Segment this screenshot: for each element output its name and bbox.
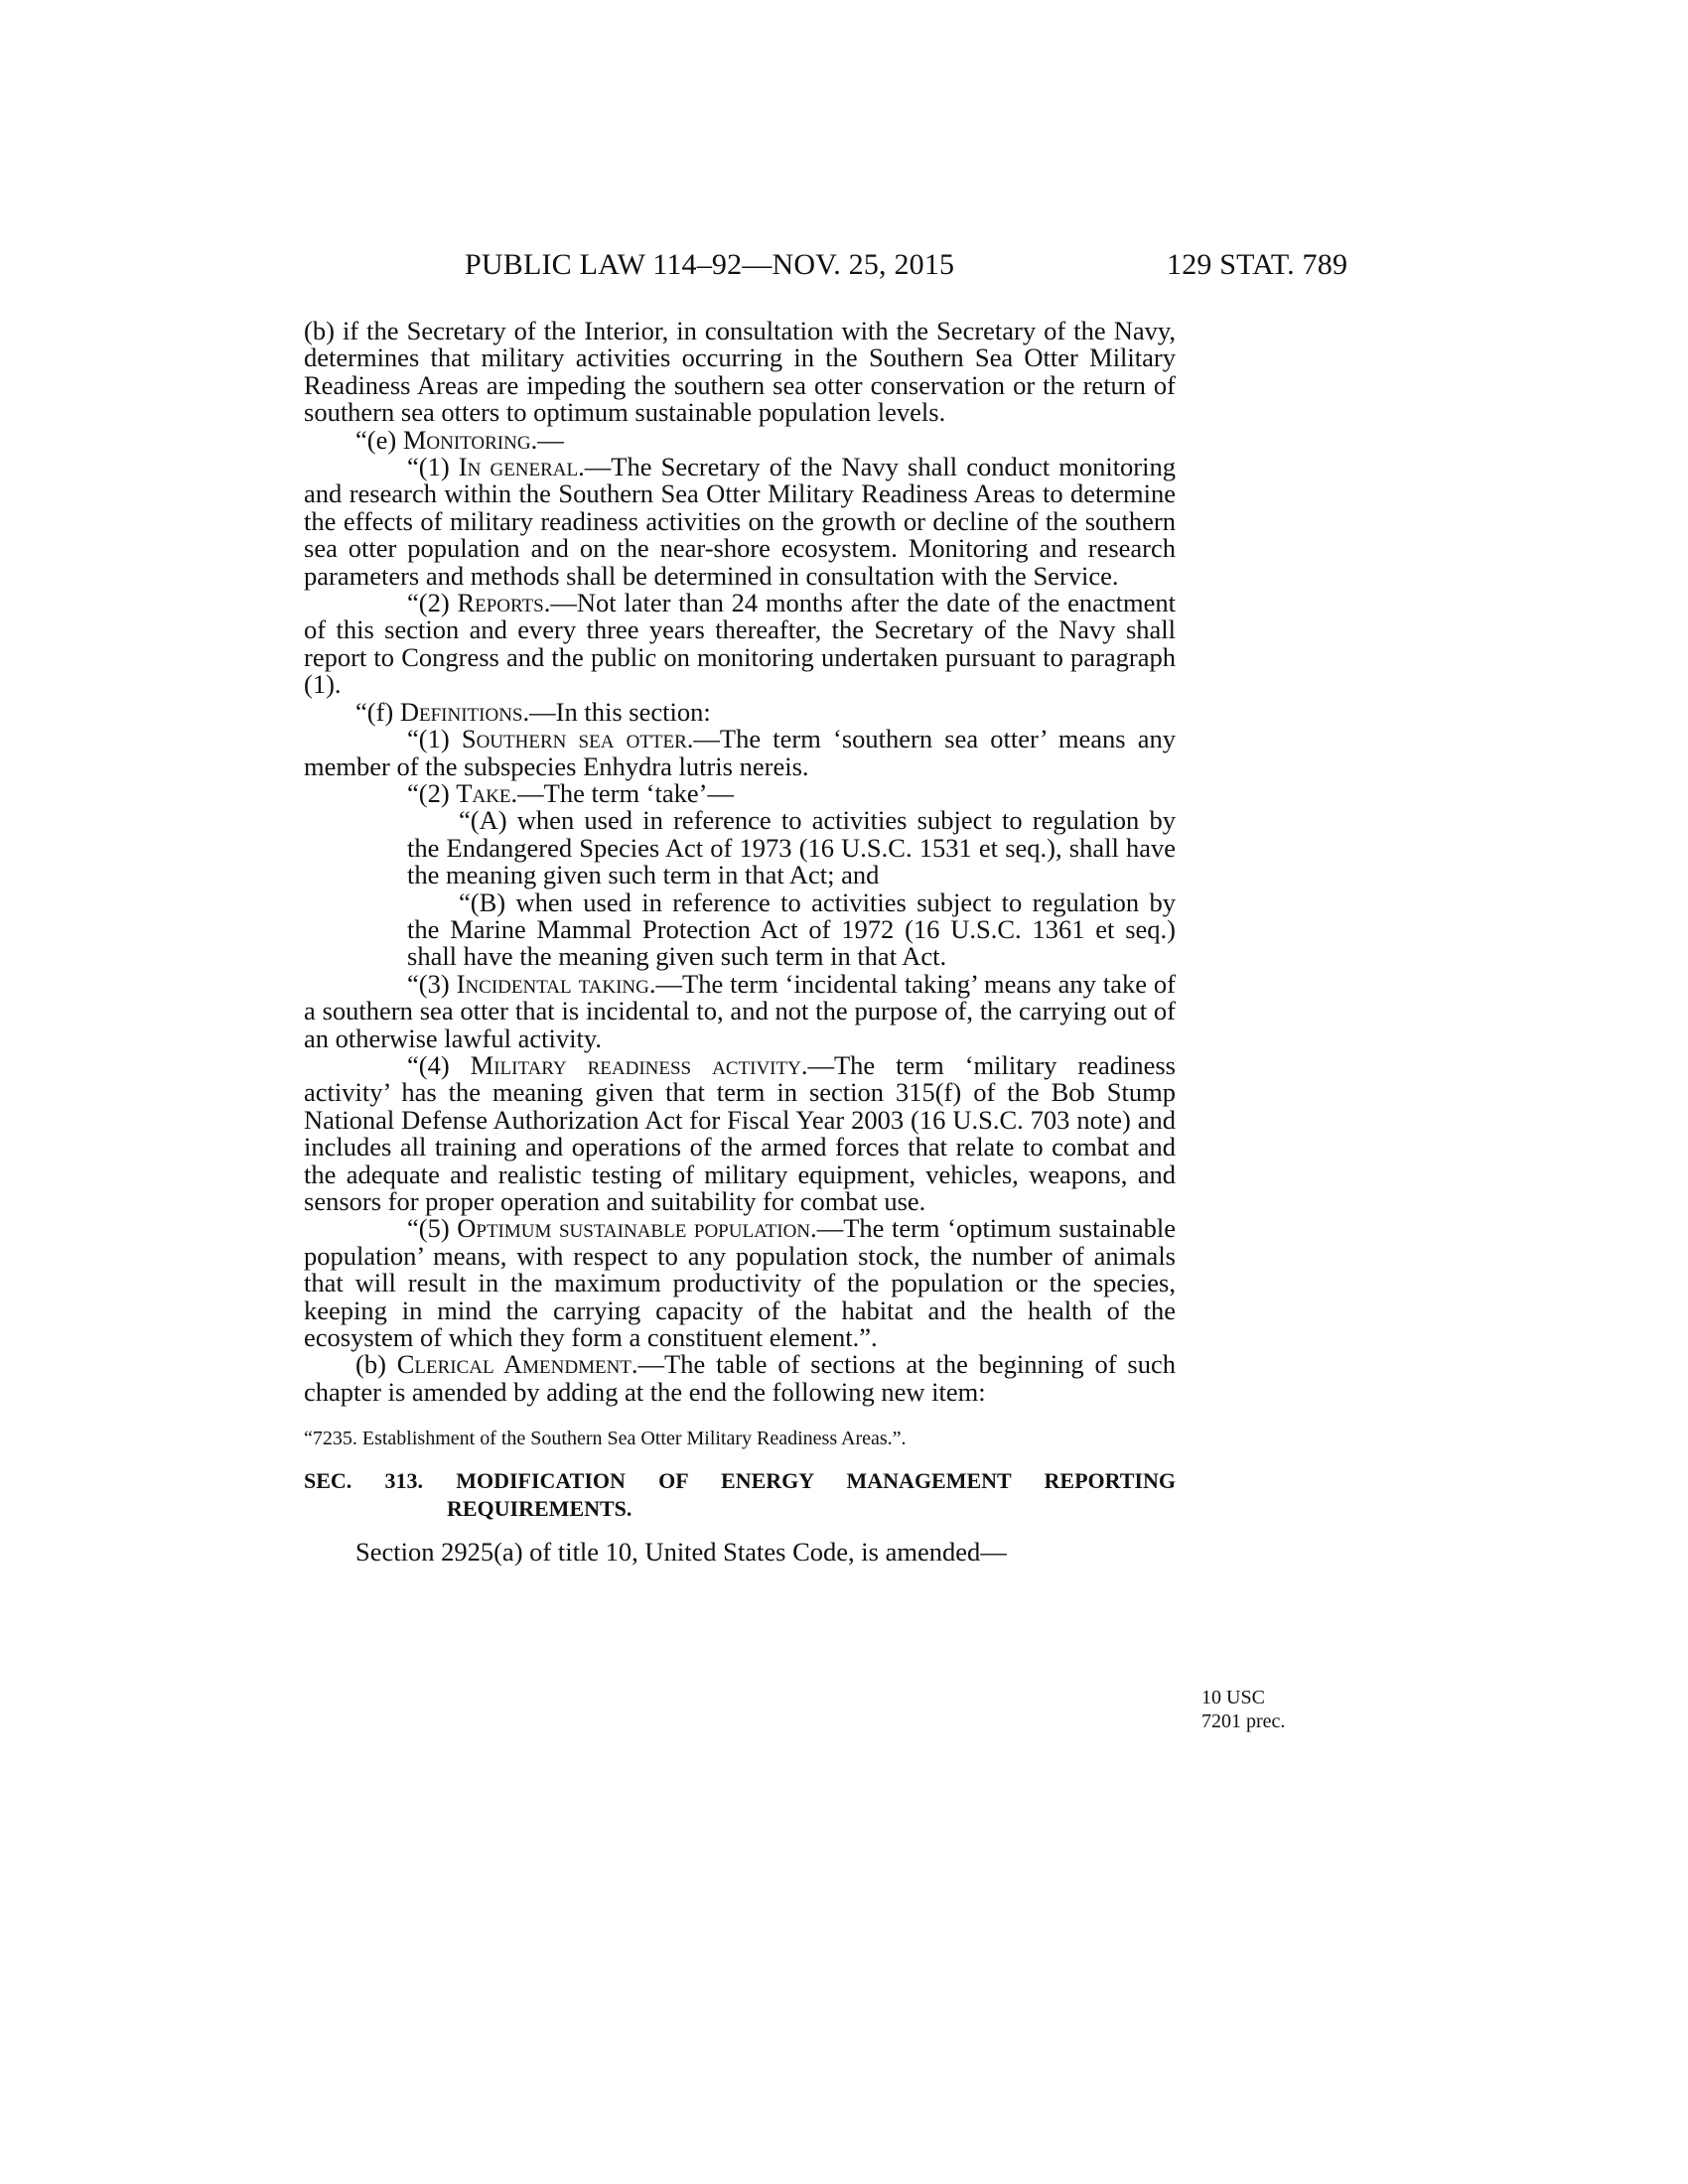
- section-313-heading: SEC. 313. MODIFICATION OF ENERGY MANAGEMENT REPORTING REQUIREMENTS.: [304, 1467, 1176, 1521]
- margin-note-line-2: 7201 prec.: [1201, 1710, 1286, 1732]
- definition-take-a: “(A) when used in reference to activities subject to regulation by the Endangered Species Act of 1973 (16 U.S.C. 1531 et seq.), shall have the meaning given such term in that Act; and: [407, 805, 1176, 890]
- definition-military-readiness-activity: “(4) Military readiness activity.—The term ‘military readiness activity’ has the meaning given that term in section 315(f) of the Bob Stump National Defense Authorization Act for Fiscal Year 2003 (16 U.S.C. 703 note) and includes all training and operations of the armed forces that relate to combat and the adequate and realistic testing of military equipment, vehicles, weapons, and sensors for proper operation and suitability for combat use.: [304, 1049, 1176, 1216]
- paragraph-e2: “(2) Reports.—Not later than 24 months after the date of the enactment of this section and every three years thereafter, the Secretary of the Navy shall report to Congress and the public on monitoring undertaken pursuant to paragraph (1).: [304, 588, 1176, 700]
- paragraph-e1: “(1) In general.—The Secretary of the Navy shall conduct monitoring and research within the Southern Sea Otter Military Readiness Areas to determine the effects of military readiness activities on the growth or decline of the southern sea otter population and on the near-shore ecosystem. Monitoring and research parameters and methods shall be determined in consultation with the Service.: [304, 452, 1176, 591]
- running-head: PUBLIC LAW 114–92—NOV. 25, 2015: [465, 248, 955, 281]
- subsection-e-heading: “(e) Monitoring.—: [355, 424, 564, 455]
- definition-incidental-taking: “(3) Incidental taking.—The term ‘incidental taking’ means any take of a southern sea otter that is incidental to, and not the purpose of, the carrying out of an otherwise lawful activity.: [304, 968, 1177, 1053]
- section-313-body: Section 2925(a) of title 10, United States Code, is amended—: [355, 1536, 1007, 1567]
- table-of-sections-item: “7235. Establishment of the Southern Sea Otter Military Readiness Areas.”.: [304, 1428, 907, 1450]
- definition-optimum-sustainable-population: “(5) Optimum sustainable population.—The term ‘optimum sustainable population’ means, with respect to any population stock, the number of animals that will result in the maximum productivity of the population or the species, keeping in mind the carrying capacity of the habitat and the health of the ecosystem of which they form a constituent element.”.: [304, 1213, 1176, 1353]
- definition-southern-sea-otter: “(1) Southern sea otter.—The term ‘southern sea otter’ means any member of the subspecies Enhydra lutris nereis.: [304, 724, 1176, 781]
- subsection-f-heading: “(f) Definitions.—In this section:: [355, 696, 711, 727]
- paragraph-b-continuation: (b) if the Secretary of the Interior, in consultation with the Secretary of the Navy, determines that military activities occurring in the Southern Sea Otter Military Readiness Areas are impeding the southern sea otter conservation or the return of southern sea otters to optimum sustainable population levels.: [304, 316, 1176, 428]
- page-stat-number: 129 STAT. 789: [1167, 248, 1348, 281]
- document-body: [304, 318, 1176, 1566]
- clerical-amendment: (b) Clerical Amendment.—The table of sections at the beginning of such chapter is amended by adding at the end the following new item:: [304, 1349, 1176, 1407]
- definition-take-b: “(B) when used in reference to activities subject to regulation by the Marine Mammal Protection Act of 1972 (16 U.S.C. 1361 et seq.) shall have the meaning given such term in that Act.: [407, 887, 1176, 972]
- definition-take: “(2) Take.—The term ‘take’—: [407, 777, 734, 808]
- page-header: [0, 248, 1688, 288]
- margin-note-usc: [1201, 1686, 1285, 1733]
- margin-note-line-1: 10 USC: [1201, 1687, 1265, 1708]
